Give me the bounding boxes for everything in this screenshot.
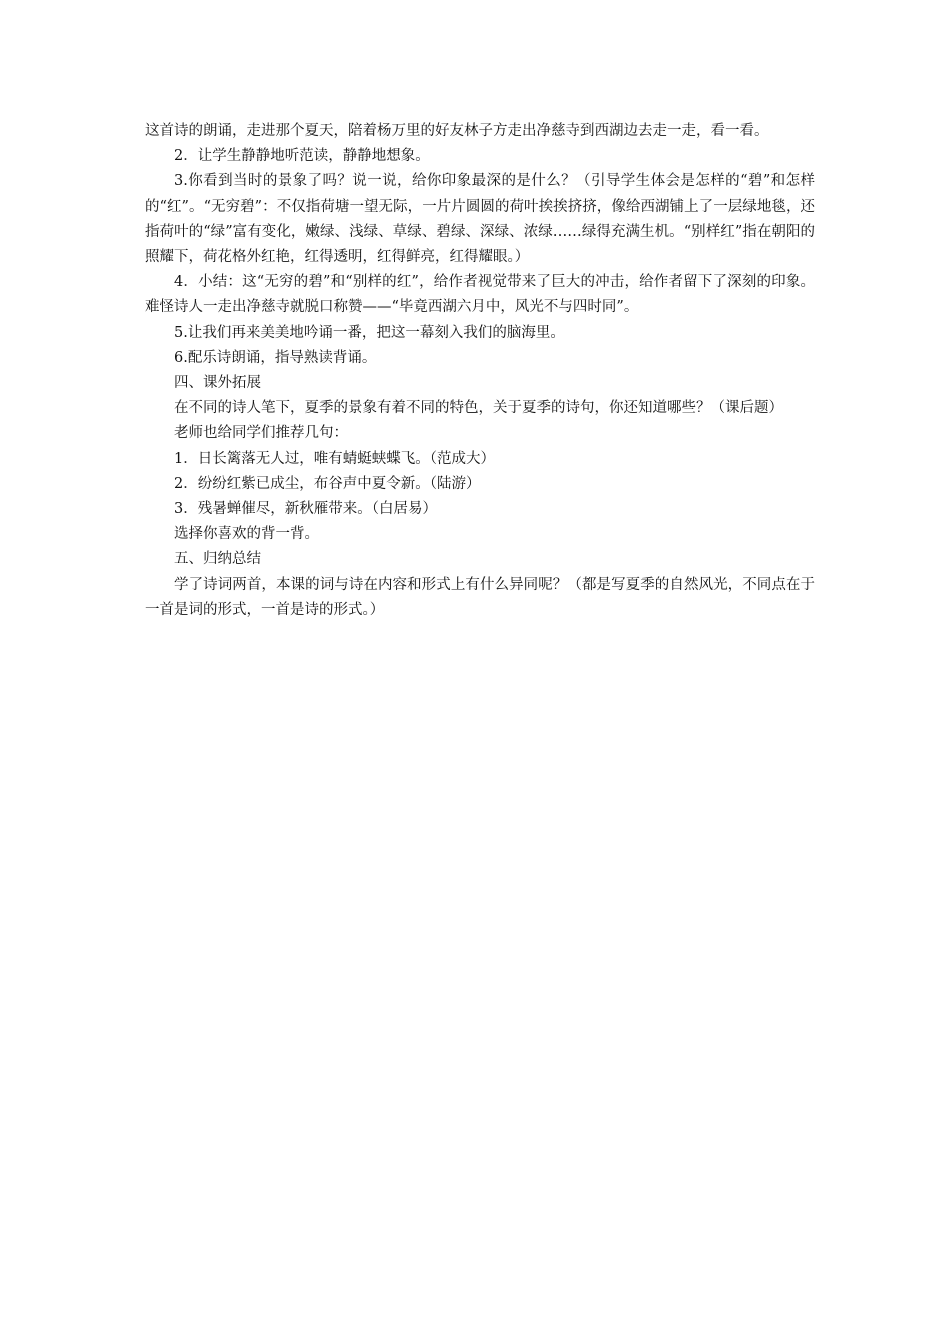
paragraph-recite: 选择你喜欢的背一背。 (174, 526, 319, 543)
poem-line-2: 2．纷纷红紫已成尘，布谷声中夏令新。（陆游） (174, 475, 481, 492)
paragraph-step-3: 3.你看到当时的景象了吗？说一说，给你印象最深的是什么？（引导学生体会是怎样的“碧”和怎样的“红”。“无穷碧”：不仅指荷塘一望无际，一片片圆圆的荷叶挨挨挤挤，像给西湖铺上了一层绿地毯，还指荷叶的“绿”富有变化，嫩绿、浅绿、草绿、碧绿、深绿、浓绿……绿得充满生机。“别样红”指在朝阳的照耀下，荷花格外红艳，红得透明，红得鲜亮，红得耀眼。） (145, 173, 815, 266)
document-body (145, 119, 815, 623)
poem-line-1: 1．日长篱落无人过，唯有蜻蜓蛱蝶飞。（范成大） (174, 450, 495, 467)
section-heading-extension: 四、课外拓展 (174, 375, 261, 392)
poem-line-3: 3．残暑蝉催尽，新秋雁带来。（白居易） (174, 501, 437, 518)
paragraph-step-6: 6.配乐诗朗诵，指导熟读背诵。 (174, 349, 377, 366)
paragraph-step-2: 2．让学生静静地听范读，静静地想象。 (174, 148, 430, 165)
paragraph-step-5: 5.让我们再来美美地吟诵一番，把这一幕刻入我们的脑海里。 (174, 324, 565, 341)
paragraph-step-4: 4．小结：这“无穷的碧”和“别样的红”，给作者视觉带来了巨大的冲击，给作者留下了深刻的印象。难怪诗人一走出净慈寺就脱口称赞——“毕竟西湖六月中，风光不与四时同”。 (145, 274, 815, 316)
paragraph-extension-question: 在不同的诗人笔下，夏季的景象有着不同的特色，关于夏季的诗句，你还知道哪些？（课后题） (174, 400, 783, 417)
paragraph-intro: 这首诗的朗诵，走进那个夏天，陪着杨万里的好友林子方走出净慈寺到西湖边去走一走，看一看。 (145, 123, 769, 139)
paragraph-summary: 学了诗词两首，本课的词与诗在内容和形式上有什么异同呢？（都是写夏季的自然风光，不同点在于一首是词的形式，一首是诗的形式。） (145, 576, 815, 618)
paragraph-recommendation-intro: 老师也给同学们推荐几句： (174, 425, 348, 442)
section-heading-summary: 五、归纳总结 (174, 551, 261, 568)
